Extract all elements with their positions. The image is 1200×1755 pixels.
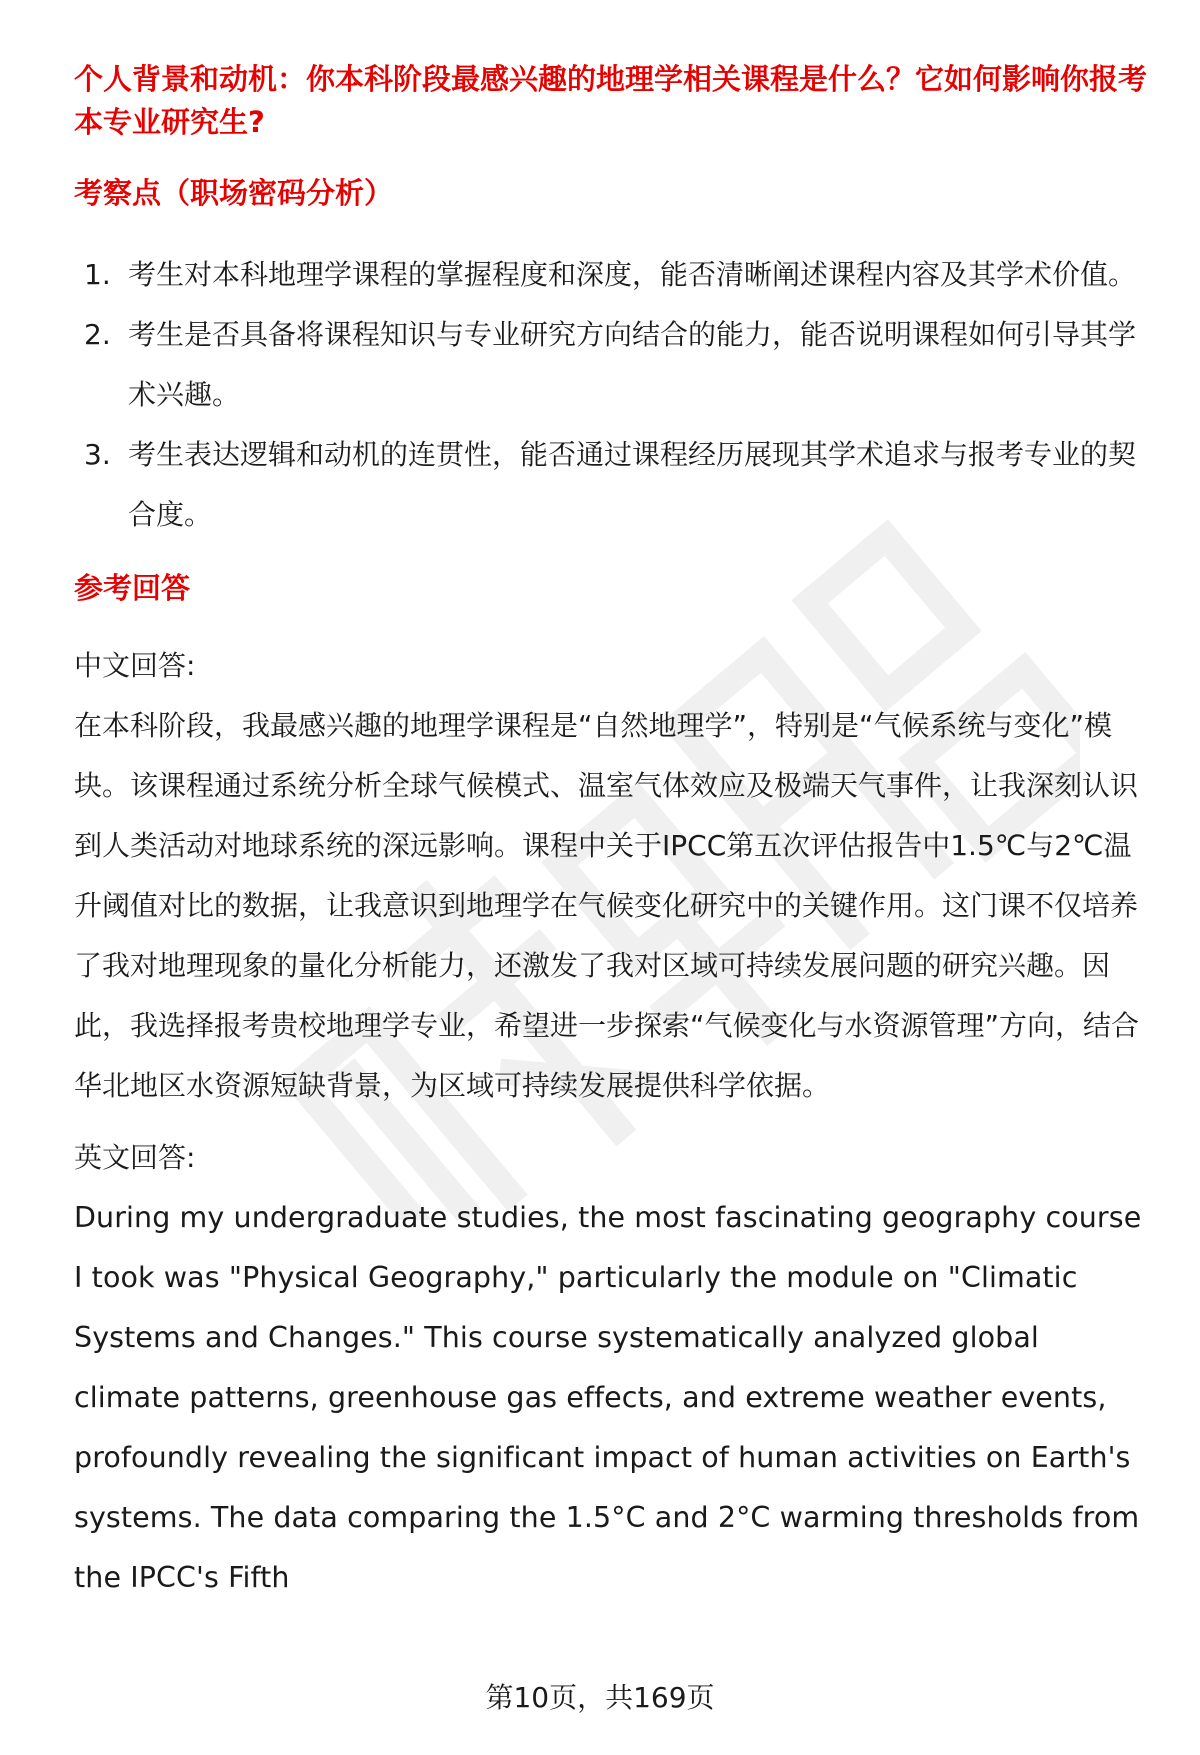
list-item-text: 考生对本科地理学课程的掌握程度和深度，能否清晰阐述课程内容及其学术价值。 [128,258,1137,291]
page-number-footer: 第10页，共169页 [485,1681,715,1714]
list-item-number: 3. [84,438,111,471]
english-answer-text: During my undergraduate studies, the most fascinating geography course I took was "Physical Geography," particularly the module on "Climatic Systems and Changes." This course systematically analyzed global climate patterns, greenhouse gas effects, and extreme weather events, profoundly revealing the significant impact of human activities on Earth's systems. The data comparing the 1.5°C and 2°C warming thresholds from the IPCC's Fifth [74,1201,1142,1594]
list-item [74,425,1154,545]
list-item-number: 2. [84,318,111,351]
question-title: 个人背景和动机：你本科阶段最感兴趣的地理学相关课程是什么？它如何影响你报考本专业研究生? [74,62,1148,139]
english-answer-label: 英文回答: [74,1141,196,1174]
document-page [74,58,1154,1608]
assessment-heading: 考察点（职场密码分析） [74,176,394,210]
chinese-answer-text: 在本科阶段，我最感兴趣的地理学课程是“自然地理学”，特别是“气候系统与变化”模块。该课程通过系统分析全球气候模式、温室气体效应及极端天气事件，让我深刻认识到人类活动对地球系统的深远影响。课程中关于IPCC第五次评估报告中1.5℃与2℃温升阈值对比的数据，让我意识到地理学在气候变化研究中的关键作用。这门课不仅培养了我对地理现象的量化分析能力，还激发了我对区域可持续发展问题的研究兴趣。因此，我选择报考贵校地理学专业，希望进一步探索“气候变化与水资源管理”方向，结合华北地区水资源短缺背景，为区域可持续发展提供科学依据。 [74,709,1140,1102]
list-item-text: 考生表达逻辑和动机的连贯性，能否通过课程经历展现其学术追求与报考专业的契合度。 [128,438,1137,531]
list-item [74,245,1154,305]
assessment-points-list [74,245,1154,545]
list-item-text: 考生是否具备将课程知识与专业研究方向结合的能力，能否说明课程如何引导其学术兴趣。 [128,318,1137,411]
reference-answer-heading: 参考回答 [74,571,191,605]
chinese-answer-label: 中文回答: [74,649,196,682]
list-item-number: 1. [84,258,111,291]
list-item [74,305,1154,425]
